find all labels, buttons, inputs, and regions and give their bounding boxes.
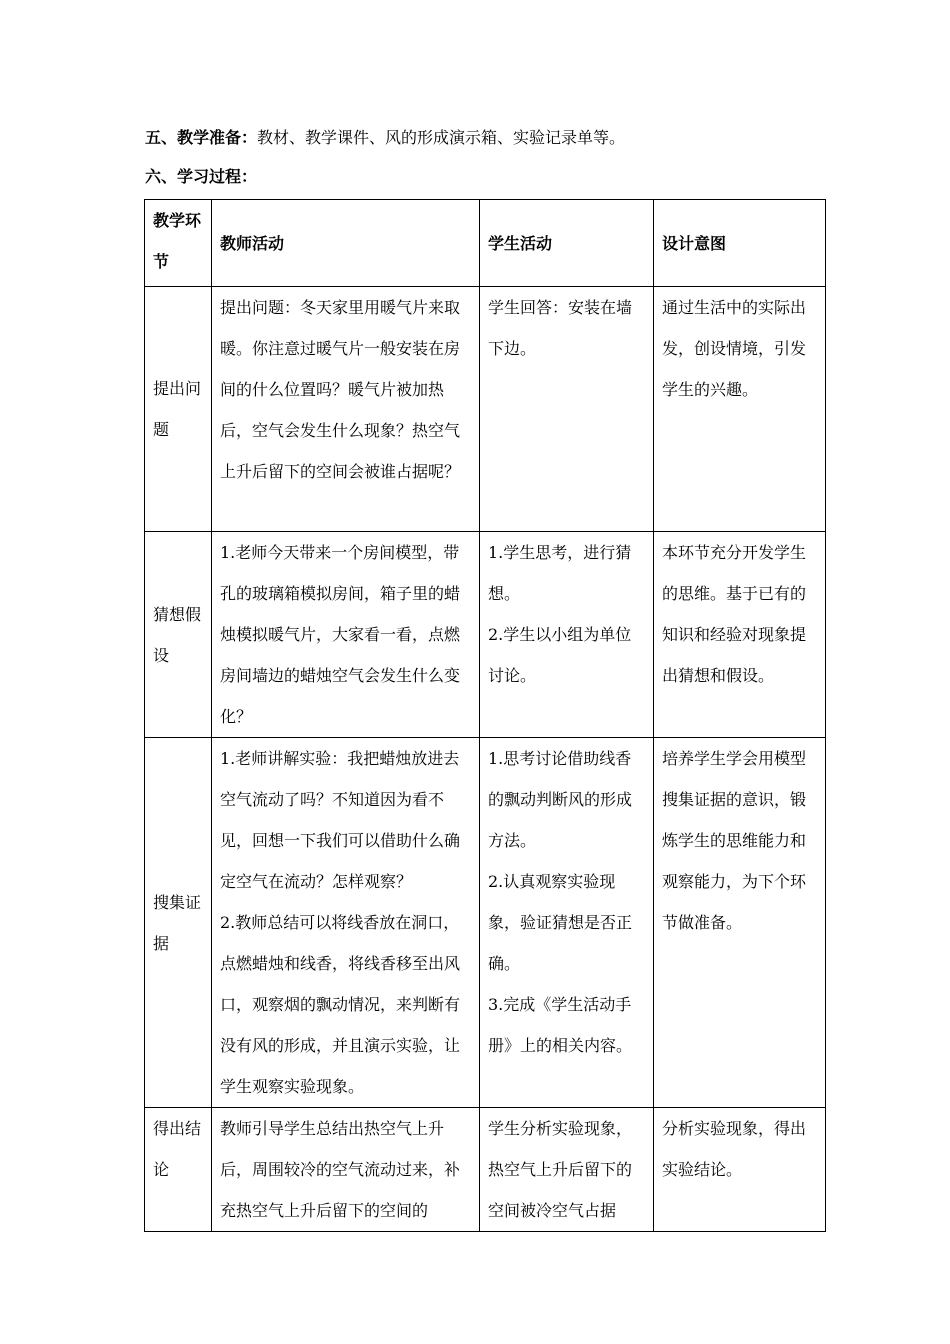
student-item: 2.认真观察实验现象，验证猜想是否正确。	[488, 872, 633, 973]
teacher-cell: 提出问题：冬天家里用暖气片来取暖。你注意过暖气片一般安装在房间的什么位置吗？暖气片被加热后，空气会发生什么现象？热空气上升后留下的空间会被谁占据呢？	[212, 287, 480, 532]
teacher-cell	[212, 738, 480, 1108]
header-student: 学生活动	[480, 200, 654, 287]
student-item: 3.完成《学生活动手册》上的相关内容。	[488, 995, 633, 1055]
header-stage: 教学环节	[145, 200, 212, 287]
intent-cell: 培养学生学会用模型搜集证据的意识，锻炼学生的思维能力和观察能力，为下个环节做准备。	[654, 738, 826, 1108]
table-row	[145, 287, 826, 532]
section-6-label: 六、学习过程：	[145, 167, 258, 186]
intent-cell: 分析实验现象，得出实验结论。	[654, 1108, 826, 1232]
lesson-process-table	[144, 199, 826, 1232]
stage-cell: 提出问题	[145, 287, 212, 532]
teacher-item: 1.老师讲解实验：我把蜡烛放进去空气流动了吗？不知道因为看不见，回想一下我们可以借助什么确定空气在流动？怎样观察？	[220, 749, 461, 891]
table-row	[145, 738, 826, 1108]
section-5-text: 教材、教学课件、风的形成演示箱、实验记录单等。	[257, 128, 626, 147]
stage-cell: 猜想假设	[145, 532, 212, 738]
section-5-preparation	[145, 127, 625, 149]
student-item: 2.学生以小组为单位讨论。	[488, 625, 632, 685]
header-teacher: 教师活动	[212, 200, 480, 287]
student-cell	[480, 532, 654, 738]
teacher-cell: 1.老师今天带来一个房间模型，带孔的玻璃箱模拟房间，箱子里的蜡烛模拟暖气片，大家看一看，点燃房间墙边的蜡烛空气会发生什么变化？	[212, 532, 480, 738]
section-6-process	[145, 166, 257, 188]
table-header-row	[145, 200, 826, 287]
intent-cell: 通过生活中的实际出发，创设情境，引发学生的兴趣。	[654, 287, 826, 532]
student-cell: 学生分析实验现象，热空气上升后留下的空间被冷空气占据	[480, 1108, 654, 1232]
student-cell	[480, 738, 654, 1108]
stage-cell: 得出结论	[145, 1108, 212, 1232]
header-intent: 设计意图	[654, 200, 826, 287]
teacher-item: 2.教师总结可以将线香放在洞口，点燃蜡烛和线香，将线香移至出风口，观察烟的飘动情况，来判断有没有风的形成，并且演示实验，让学生观察实验现象。	[220, 913, 461, 1096]
student-cell: 学生回答：安装在墙下边。	[480, 287, 654, 532]
table-row	[145, 532, 826, 738]
stage-cell: 搜集证据	[145, 738, 212, 1108]
student-item: 1.思考讨论借助线香的飘动判断风的形成方法。	[488, 749, 633, 850]
teacher-cell: 教师引导学生总结出热空气上升后，周围较冷的空气流动过来，补充热空气上升后留下的空间的	[212, 1108, 480, 1232]
intent-cell: 本环节充分开发学生的思维。基于已有的知识和经验对现象提出猜想和假设。	[654, 532, 826, 738]
student-item: 1.学生思考，进行猜想。	[488, 543, 632, 603]
table-row	[145, 1108, 826, 1232]
section-5-label: 五、教学准备：	[145, 128, 258, 147]
